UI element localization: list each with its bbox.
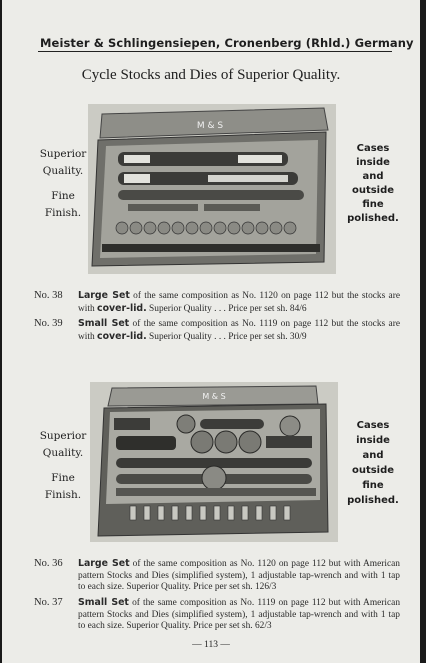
entry-set-name: Small Set [78, 318, 130, 329]
entry-price: Superior Quality . . . Price per set sh. 84/6 [149, 303, 307, 314]
right-caption-line: polished. [347, 495, 399, 506]
entry-text: of the same composition as No. 1120 on page 112 but the stocks are with [78, 291, 401, 314]
right-caption-2 [342, 418, 404, 508]
entry-no-37 [34, 597, 400, 633]
right-caption-line: Cases [356, 143, 390, 154]
entry-no-38 [34, 290, 400, 315]
left-caption-line: Finish. [44, 206, 82, 219]
tool-case-photo-1 [88, 104, 336, 274]
case-lid-label: M & S [202, 392, 226, 401]
page-title: Cycle Stocks and Dies of Superior Quality. [81, 67, 341, 83]
header-rule [38, 51, 392, 52]
entry-no-36 [34, 558, 400, 594]
right-caption-line: inside [356, 157, 390, 168]
left-caption-line: Quality. [42, 446, 84, 459]
right-caption-line: outside [351, 465, 395, 476]
left-caption-line: Finish. [44, 488, 82, 501]
entry-set-name: Large Set [78, 290, 130, 301]
entry-text: of the same composition as No. 1120 on page 112 but with American pattern Stocks and Dies (simplified system), 1 adjustable tap-wrench and with 1 tap to each size. Superior Quality. Price per set sh. 126/3 [78, 559, 400, 592]
left-caption-line: Superior [39, 148, 87, 160]
left-caption-line: Fine [51, 190, 75, 202]
left-caption-2 [32, 428, 94, 503]
entry-number: No. 37 [34, 597, 63, 608]
right-caption-line: inside [356, 435, 390, 446]
right-caption-line: Cases [356, 420, 390, 431]
caption-gap [32, 461, 94, 470]
entry-text: of the same composition as No. 1119 on page 112 but with American pattern Stocks and Dies (simplified system), 1 adjustable tap-wrench and with 1 tap to each size. Superior Quality. Price per set sh. 62/3 [78, 598, 401, 631]
right-caption-1 [342, 142, 404, 226]
tool-case-photo-2 [90, 382, 338, 542]
right-caption-line: fine [362, 199, 384, 210]
entry-number: No. 36 [34, 558, 63, 569]
right-caption-line: and [362, 450, 384, 461]
entry-set-name: Large Set [78, 558, 130, 569]
entry-feature: cover-lid. [97, 302, 147, 314]
right-caption-line: fine [362, 480, 384, 491]
left-caption-line: Quality. [42, 164, 84, 177]
left-caption-line: Superior [39, 430, 87, 442]
entry-set-name: Small Set [78, 597, 129, 608]
case-lid-label: M & S [196, 121, 224, 131]
right-caption-line: and [362, 171, 384, 182]
entry-number: No. 38 [34, 290, 63, 301]
entry-feature: cover-lid. [97, 330, 147, 342]
left-caption-1 [32, 146, 94, 221]
left-caption-line: Fine [51, 472, 75, 484]
entry-text: of the same composition as No. 1119 on page 112 but the stocks are with [78, 319, 400, 342]
page-number: — 113 — [192, 640, 230, 650]
catalogue-page [2, 0, 420, 663]
right-caption-line: outside [351, 185, 395, 196]
caption-gap [32, 179, 94, 188]
page-header: Meister & Schlingensiepen, Cronenberg (Rhld.) Germany [40, 36, 414, 50]
entry-number: No. 39 [34, 318, 63, 329]
entry-price: Superior Quality . . . Price per set sh. 30/9 [149, 331, 307, 342]
right-caption-line: polished. [347, 213, 399, 224]
entry-no-39 [34, 318, 400, 343]
